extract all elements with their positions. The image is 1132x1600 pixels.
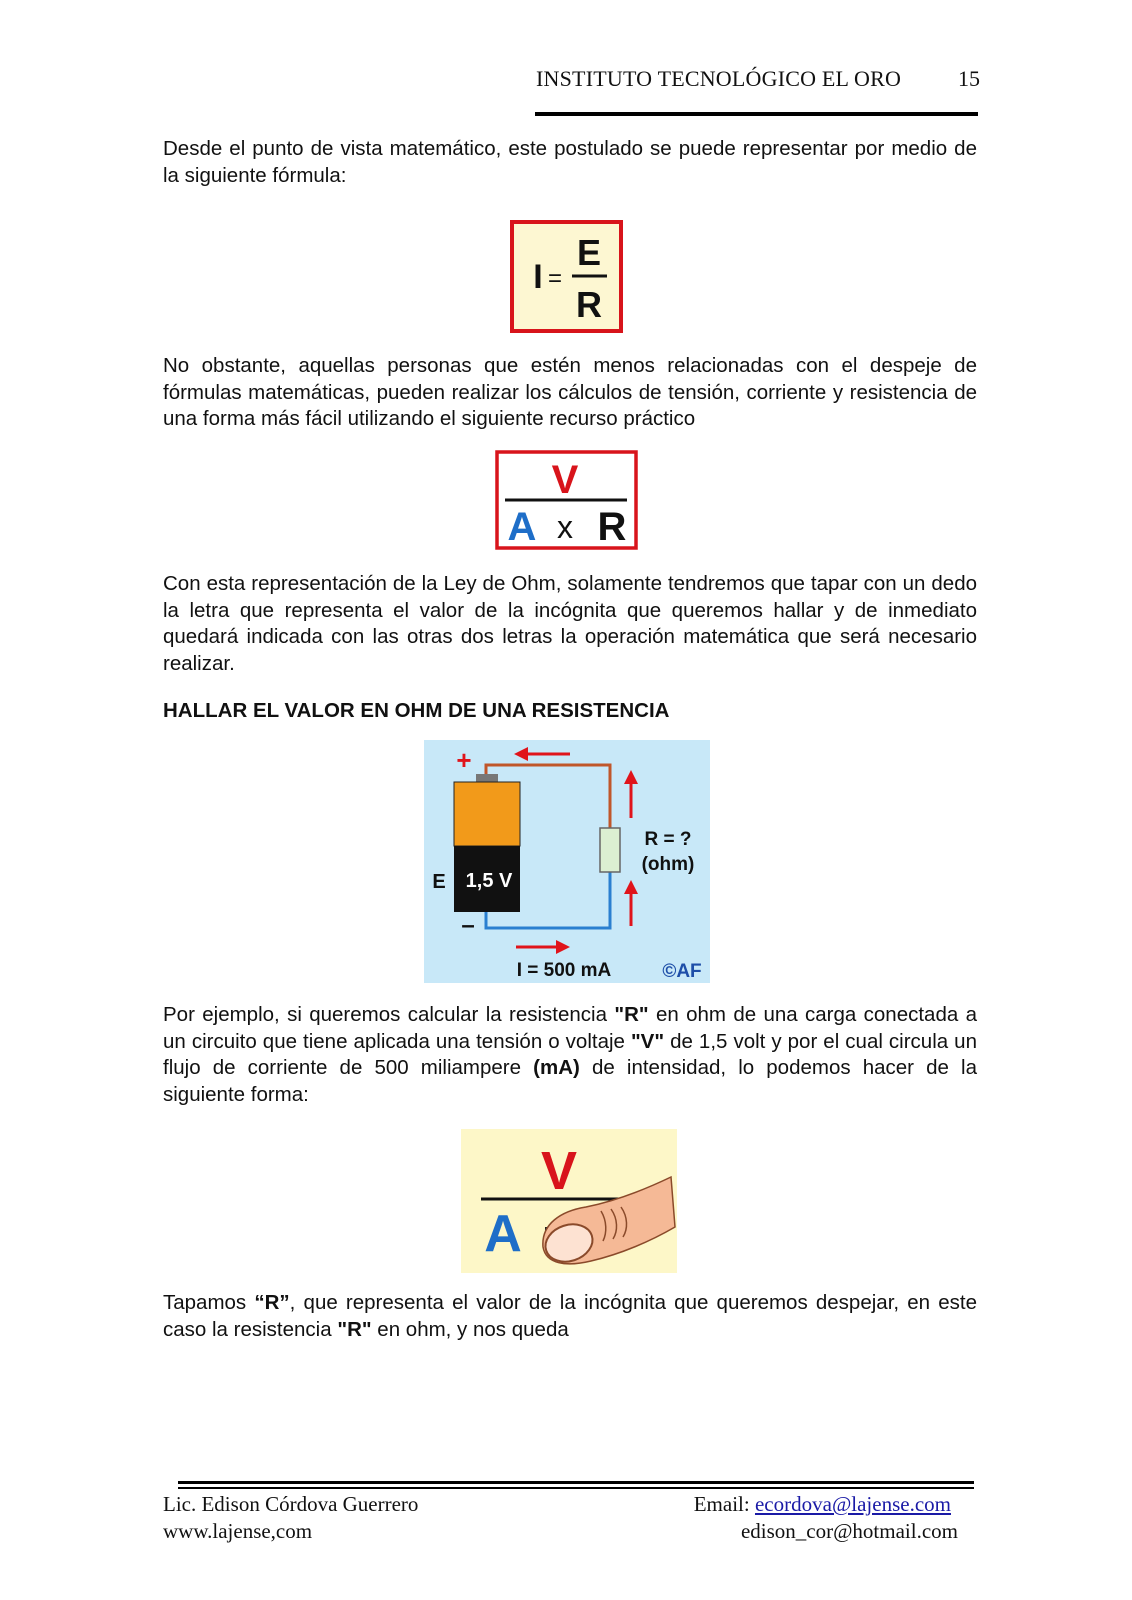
example-bold-r: "R": [614, 1003, 649, 1026]
circuit-figure: [424, 740, 710, 983]
paragraph-example: [163, 1002, 977, 1108]
ohm-triangle-times: x: [557, 509, 573, 545]
current-label: I = 500 mA: [516, 960, 612, 981]
cover-text-2: , que representa el valor de la incógnita que queremos despejar, en este caso la resistencia: [163, 1291, 977, 1341]
paragraph-intro: Desde el punto de vista matemático, este postulado se puede representar por medio de la siguiente fórmula:: [163, 137, 977, 187]
example-text-2: en ohm de una carga conectada a un circuito que tiene aplicada una tensión o voltaje: [163, 1003, 977, 1053]
battery-terminal: [476, 774, 498, 782]
footer-email-label: Email:: [693, 1492, 755, 1516]
footer-divider-thin: [178, 1487, 974, 1489]
battery-top: [454, 782, 520, 846]
cover-text-1: Tapamos: [163, 1291, 255, 1314]
example-text-1: Por ejemplo, si queremos calcular la resistencia: [163, 1003, 615, 1026]
battery-label: 1,5 V: [465, 870, 513, 892]
battery-e-label: E: [432, 871, 446, 893]
formula-denominator: R: [576, 284, 602, 325]
ohm-triangle-a: A: [507, 505, 537, 549]
footer-author: Lic. Edison Córdova Guerrero: [163, 1492, 419, 1516]
finger-figure-v: V: [540, 1141, 578, 1201]
ohm-triangle-svg: [495, 450, 638, 550]
ohm-triangle-r: R: [597, 505, 627, 549]
example-bold-ma: (mA): [533, 1056, 580, 1079]
cover-bold-r-quoted: “R”: [254, 1291, 290, 1314]
formula-ohm-law-svg: [510, 220, 623, 333]
section-heading: HALLAR EL VALOR EN OHM DE UNA RESISTENCIA: [163, 699, 670, 722]
resistor: [600, 828, 620, 872]
footer-divider-thick: [178, 1481, 974, 1484]
header-divider: [535, 112, 978, 116]
page-header-title: INSTITUTO TECNOLÓGICO EL ORO: [536, 66, 902, 91]
footer-email-link[interactable]: ecordova@lajense.com: [754, 1492, 951, 1516]
footer-email-line: [694, 1492, 951, 1517]
finger-cover-figure: [461, 1129, 677, 1273]
resistor-label: R = ?: [644, 829, 692, 850]
cover-bold-r: "R": [337, 1317, 372, 1341]
finger-cover-svg: [461, 1129, 677, 1273]
example-text-3: de 1,5 volt y por el cual circula un flujo de corriente de 500 miliampere: [163, 1029, 977, 1079]
ohm-triangle-figure: [495, 450, 638, 550]
cover-text-3: en ohm, y nos queda: [371, 1317, 569, 1341]
copyright-mark: ©AF: [662, 961, 702, 982]
paragraph-cover-r: [163, 1290, 977, 1343]
formula-equals: =: [547, 265, 563, 292]
paragraph-practical-resource: No obstante, aquellas personas que estén menos relacionadas con el despeje de fórmulas matemáticas, pueden realizar los cálculos de tensión, corriente y resistencia de una forma más fácil utilizando el siguiente recurso práctico: [163, 354, 977, 430]
formula-lhs: I: [533, 258, 543, 296]
paragraph-representation: Con esta representación de la Ley de Ohm, solamente tendremos que tapar con un dedo la letra que representa el valor de la incógnita que queremos hallar y de inmediato quedará indicada con las otras dos letras la operación matemática que será necesario realizar.: [163, 572, 977, 675]
circuit-svg: [424, 740, 710, 983]
formula-ohm-law-figure: [510, 220, 623, 333]
example-bold-v: "V": [630, 1029, 665, 1053]
page-number: 15: [958, 66, 980, 91]
plus-sign: +: [456, 745, 472, 775]
finger-figure-a: A: [484, 1205, 522, 1263]
resistor-unit: (ohm): [641, 854, 695, 875]
formula-numerator: E: [576, 232, 602, 273]
example-text-4: de intensidad, lo podemos hacer de la siguiente forma:: [163, 1056, 978, 1106]
ohm-triangle-v: V: [551, 458, 579, 502]
footer-website: www.lajense,com: [163, 1519, 313, 1543]
footer-email-secondary: edison_cor@hotmail.com: [740, 1519, 958, 1543]
minus-sign: –: [461, 912, 475, 939]
